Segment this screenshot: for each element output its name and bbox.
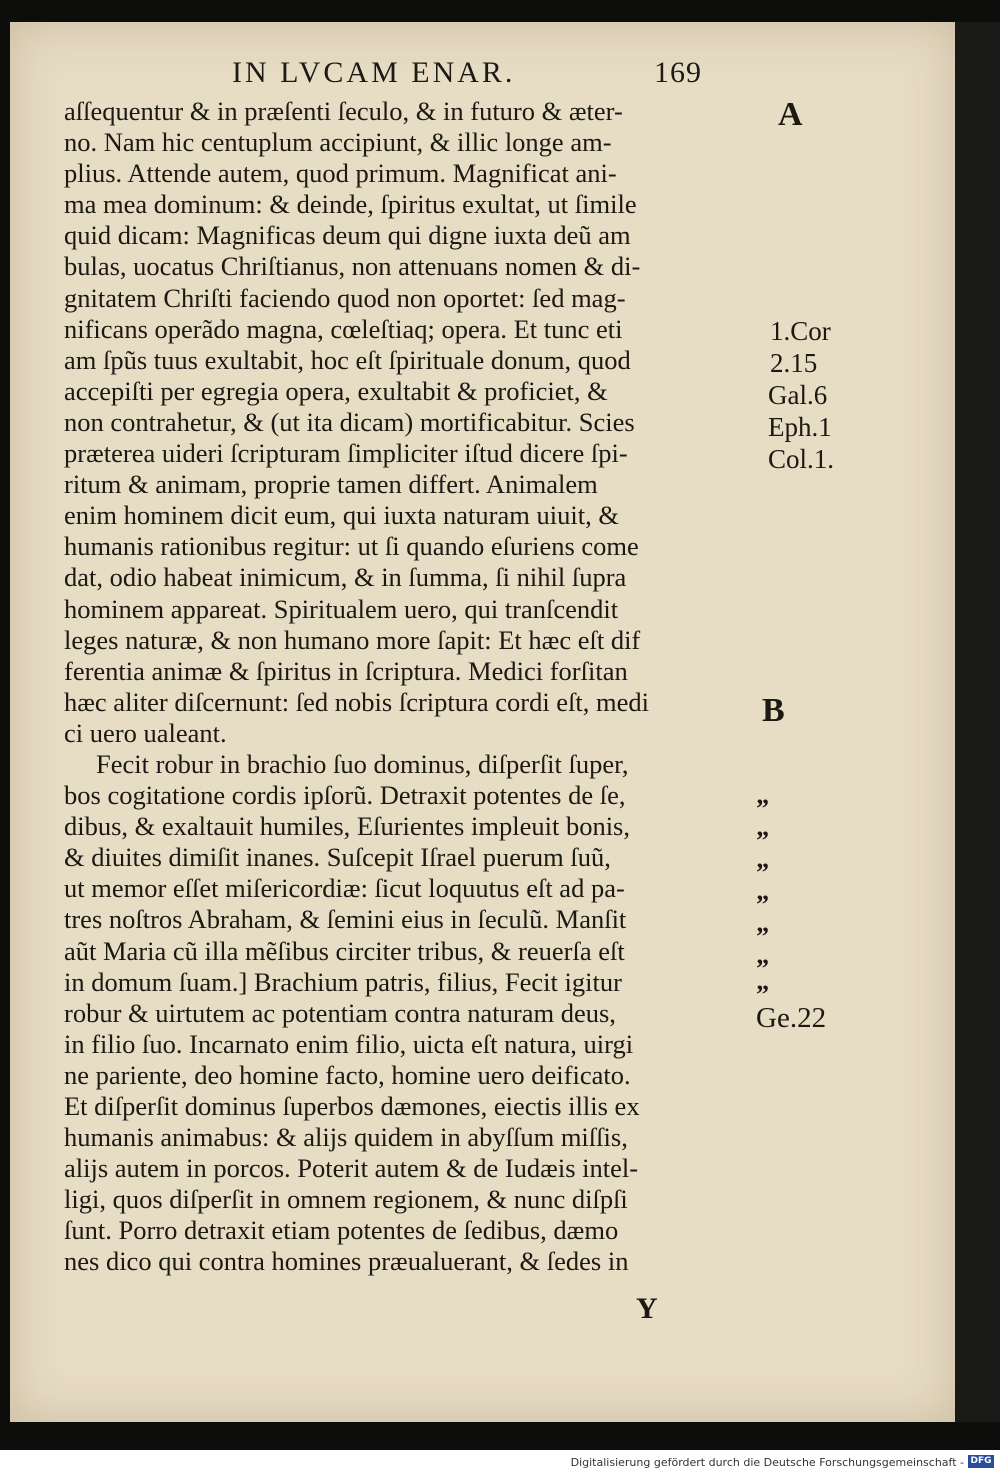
- text-line: Et diſperſit dominus ſuperbos dæmones, eiectis illis ex: [64, 1091, 640, 1121]
- text-line: ut memor eſſet miſericordiæ: ſicut loquutus eſt ad pa-: [64, 873, 625, 904]
- page-edge: [955, 22, 1000, 1422]
- text-line: plius. Attende autem, quod primum. Magnificat ani-: [64, 158, 617, 189]
- quote-mark: ”: [756, 858, 769, 887]
- text-line: ſunt. Porro detraxit etiam potentes de ſedibus, dæmo: [64, 1215, 619, 1246]
- text-line: leges naturæ, & non humano more ſapit: Et hæc eſt dif: [64, 624, 641, 655]
- text-line: humanis animabus: & alijs quidem in abyſſum miſſis,: [64, 1122, 628, 1153]
- margin-ref: 2.15: [770, 348, 818, 378]
- text-line: am ſpũs tuus exultabit, hoc eſt ſpirituale donum, quod: [64, 344, 631, 375]
- running-head-title: IN LVCAM ENAR.: [232, 56, 516, 89]
- text-line: dibus, & exaltauit humiles, Eſurientes impleuit bonis,: [64, 811, 630, 842]
- text-line: robur & uirtutem ac potentiam contra naturam deus,: [64, 997, 616, 1028]
- text-line: enim hominem dicit eum, qui iuxta naturam uiuit, &: [64, 500, 619, 531]
- margin-ref: Gal.6: [768, 380, 828, 410]
- text-line: quid dicam: Magnificas deum qui digne iuxta deũ am: [64, 220, 631, 251]
- text-line: non contrahetur, & (ut ita dicam) mortificabitur. Scies: [64, 406, 635, 437]
- quote-mark: ”: [756, 922, 769, 951]
- text-line: ritum & animam, proprie tamen differt. Animalem: [64, 469, 598, 500]
- text-line: aſſequentur & in præſenti ſeculo, & in futuro & æter-: [64, 96, 623, 126]
- text-line: præterea uideri ſcripturam ſimpliciter iſtud dicere ſpi-: [64, 438, 628, 469]
- quote-mark: ”: [756, 980, 769, 1009]
- footer-bar: [0, 1450, 1000, 1474]
- text-line: ci uero ualeant.: [64, 717, 227, 748]
- text-line: nificans operãdo magna, cœleſtiaq; opera. Et tunc eti: [64, 313, 623, 344]
- section-letter-a: A: [778, 96, 803, 133]
- text-line: nes dico qui contra homines præualuerant, & ſedes in: [64, 1246, 629, 1277]
- text-line: ne pariente, deo homine facto, homine uero deificato.: [64, 1059, 631, 1090]
- margin-ref: Col.1.: [768, 444, 835, 474]
- text-line: Fecit robur in brachio ſuo dominus, diſperſit ſuper,: [96, 748, 629, 779]
- text-line: humanis rationibus regitur: ut ſi quando eſuriens come: [64, 531, 639, 562]
- text-line: alijs autem in porcos. Poterit autem & de Iudæis intel-: [64, 1153, 639, 1184]
- text-line: dat, odio habeat inimicum, & in ſumma, ſi nihil ſupra: [64, 562, 627, 593]
- text-line: in domum ſuam.] Brachium patris, filius, Fecit igitur: [64, 966, 622, 997]
- text-line: & diuites dimiſit inanes. Suſcepit Iſrael puerum ſuũ,: [64, 842, 611, 873]
- text-line: ma mea dominum: & deinde, ſpiritus exultat, ut ſimile: [64, 189, 637, 220]
- catchword: Y: [636, 1292, 658, 1325]
- text-line: aũt Maria cũ illa mẽſibus circiter tribus, & reuerſa eſt: [64, 935, 625, 966]
- quote-mark: ”: [756, 954, 769, 983]
- text-line: gnitatem Chriſti faciendo quod non oportet: ſed mag-: [64, 282, 626, 313]
- text-line: hominem appareat. Spiritualem uero, qui tranſcendit: [64, 593, 619, 624]
- footer-credit: Digitalisierung gefördert durch die Deutsche Forschungsgemeinschaft -: [570, 1456, 964, 1469]
- margin-ref-genesis: Ge.22: [756, 1002, 827, 1034]
- text-line: tres noſtros Abraham, & ſemini eius in ſeculũ. Manſit: [64, 904, 627, 935]
- text-line: in filio ſuo. Incarnato enim filio, uicta eſt natura, uirgi: [64, 1028, 634, 1059]
- section-letter-b: B: [762, 692, 785, 729]
- text-line: ligi, quos diſperſit in omnem regionem, & nunc diſpſi: [64, 1184, 628, 1215]
- text-line: ferentia animæ & ſpiritus in ſcriptura. Medici forſitan: [64, 655, 628, 686]
- margin-ref: 1.Cor: [770, 316, 831, 346]
- page-number: 169: [654, 56, 702, 89]
- text-line: hæc aliter diſcernunt: ſed nobis ſcriptura cordi eſt, medi: [64, 686, 650, 717]
- dfg-logo-icon: DFG: [968, 1455, 994, 1468]
- text-line: bos cogitatione cordis ipſorũ. Detraxit potentes de ſe,: [64, 780, 626, 811]
- quote-mark: ”: [756, 826, 769, 855]
- margin-ref: Eph.1: [768, 412, 832, 442]
- running-head: [232, 56, 702, 90]
- body-text: [64, 96, 754, 1278]
- text-line: no. Nam hic centuplum accipiunt, & illic longe am-: [64, 127, 612, 158]
- text-line: bulas, uocatus Chriſtianus, non attenuans nomen & di-: [64, 251, 641, 282]
- quote-mark: ”: [756, 890, 769, 919]
- quote-mark: ”: [756, 794, 769, 823]
- text-line: accepiſti per egregia opera, exultabit & proficiet, &: [64, 375, 608, 406]
